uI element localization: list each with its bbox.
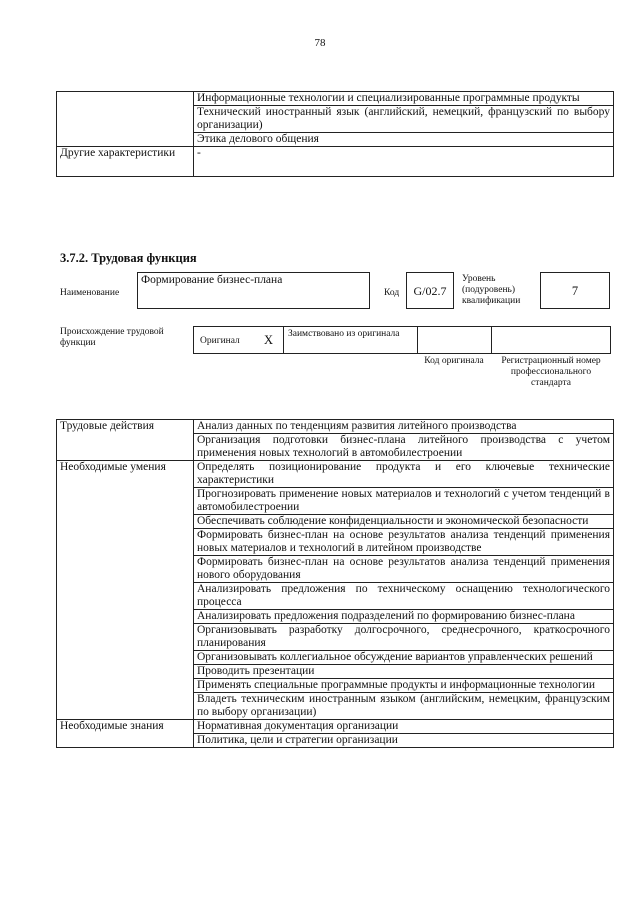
section-label: Необходимые умения [57,461,194,720]
code-label: Код [384,288,400,298]
function-name: Формирование бизнес-плана [141,274,283,286]
list-item: Анализ данных по тенденциям развития литейного производства [194,420,614,434]
row-label [57,92,194,147]
level-label: Уровень (подуровень) квалификации [462,274,521,306]
list-item: Прогнозировать применение новых материалов и технологий с учетом тенденций в автомобилестроении [194,488,614,515]
origin-label: Происхождение трудовой функции [60,327,164,348]
reg-caption: Регистрационный номер профессионального стандарта [501,356,601,388]
original-label: Оригинал [200,336,240,346]
list-item: Применять специальные программные продукты и информационные технологии [194,679,614,693]
table-row [57,720,614,734]
name-label: Наименование [60,288,120,298]
list-item: Организация подготовки бизнес-плана литейного производства с учетом применения новых технологий в автомобилестроении [194,434,614,461]
table-row [57,92,614,106]
level-box [540,272,610,309]
list-item: Обеспечивать соблюдение конфиденциальности и экономической безопасности [194,515,614,529]
code-value: G/02.7 [413,284,447,298]
list-item: Проводить презентации [194,665,614,679]
table-row [57,420,614,434]
list-item: Политика, цели и стратегии организации [194,734,614,748]
list-item: Формировать бизнес-план на основе результатов анализа тенденций применения новых материалов и технологий в литейном производстве [194,529,614,556]
section-heading: 3.7.2. Трудовая функция [60,251,197,265]
list-item: - [194,147,614,177]
list-item: Определять позиционирование продукта и его ключевые технические характеристики [194,461,614,488]
list-item: Информационные технологии и специализированные программные продукты [194,92,614,106]
list-item: Организовывать разработку долгосрочного, среднесрочного, краткосрочного планирования [194,624,614,651]
level-value: 7 [571,284,579,298]
borrowed-label: Заимствовано из оригинала [288,329,400,339]
row-label: Другие характеристики [57,147,194,177]
section-label: Необходимые знания [57,720,194,748]
list-item: Организовывать коллегиальное обсуждение вариантов управленческих решений [194,651,614,665]
divider [491,327,492,353]
code-caption: Код оригинала [424,356,484,366]
top-table [56,91,614,177]
origin-row [193,326,611,354]
list-item: Этика делового общения [194,133,614,147]
page-number: 78 [314,37,326,49]
main-table [56,419,614,748]
list-item: Анализировать предложения по техническому оснащению технологического процесса [194,583,614,610]
table-row [57,461,614,488]
function-name-box [137,272,370,309]
original-mark: X [264,333,274,347]
divider [283,327,284,353]
list-item: Нормативная документация организации [194,720,614,734]
divider [417,327,418,353]
list-item: Формировать бизнес-план на основе результатов анализа тенденций применения нового оборудования [194,556,614,583]
list-item: Технический иностранный язык (английский, немецкий, французский по выбору организации) [194,106,614,133]
code-box [406,272,454,309]
list-item: Анализировать предложения подразделений по формированию бизнес-плана [194,610,614,624]
list-item: Владеть техническим иностранным языком (английским, немецким, французским по выбору организации) [194,693,614,720]
section-label: Трудовые действия [57,420,194,461]
table-row [57,147,614,177]
